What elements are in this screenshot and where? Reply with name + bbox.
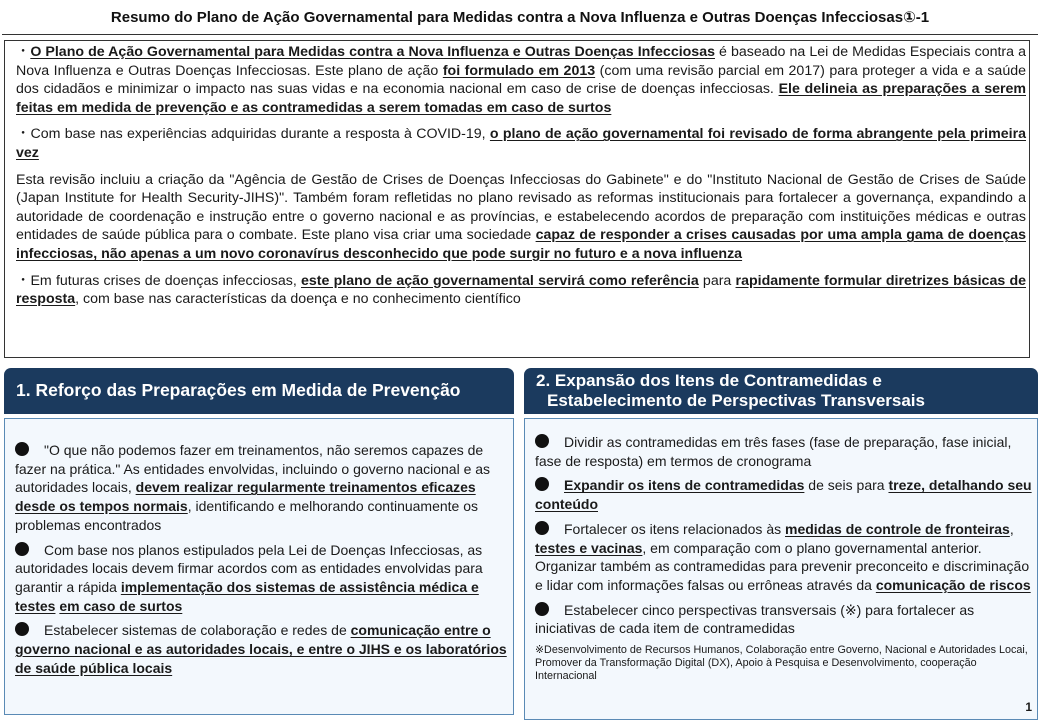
section-2-heading (524, 368, 1038, 414)
emphasis-text: treze, detalhando seu conteúdo (535, 477, 1032, 513)
section-1-panel (4, 418, 514, 715)
emphasis-text: implementação dos sistemas de assistência médica e testes (15, 578, 479, 614)
bullet-dot-icon (15, 622, 29, 636)
body-text: Dividir as contramedidas em três fases (fase de preparação, fase inicial, fase de resposta) em termos de cronograma (535, 434, 1012, 469)
body-text: de seis para (804, 477, 889, 494)
page-number: 1 (1025, 700, 1032, 714)
section-2-bullet-3 (535, 520, 1033, 595)
section-2-bullet-1 (535, 433, 1033, 470)
emphasis-text: comunicação de riscos (875, 576, 1031, 593)
bullet-dot-icon (535, 477, 549, 491)
section-1-bullet-3 (15, 621, 507, 677)
title-divider (2, 34, 1038, 35)
bullet-dot-icon (15, 442, 29, 456)
body-text: Fortalecer os itens relacionados às (564, 520, 785, 537)
emphasis-text: medidas de controle de fronteiras (785, 520, 1010, 537)
footnote: ※Desenvolvimento de Recursos Humanos, Colaboração entre Governo, Nacional e Autoridades Locai, Promover da Transformação Digital (DX), Apoio à Pesquisa e Desenvolvimento, cooperação Internacional (535, 644, 1028, 683)
section-2-bullet-4 (535, 601, 1033, 638)
body-text: Estabelecer sistemas de colaboração e redes de (44, 622, 351, 639)
section-1-bullet-1 (15, 441, 507, 535)
body-text: Com base nos planos estipulados pela Lei de Doenças Infecciosas, as autoridades locais devem firmar acordos com as entidades envolvidas para garantir a rápida (15, 541, 483, 595)
section-2-heading-line-2: Estabelecimento de Perspectivas Transversais (547, 390, 925, 410)
body-text: Estabelecer cinco perspectivas transversais (※) para fortalecer as iniciativas de cada item de contramedidas (535, 601, 975, 637)
emphasis-text: testes e vacinas (535, 539, 643, 556)
body-text: "O que não podemos fazer em treinamentos, não seremos capazes de fazer na prática." As entidades envolvidas, incluindo o governo nacional e as autoridades locais, (15, 442, 491, 496)
summary-box (4, 40, 1030, 358)
bullet-dot-icon (535, 521, 549, 535)
emphasis-text: devem realizar regularmente treinamentos eficazes desde os tempos normais (15, 479, 476, 515)
emphasis-text: este plano de ação governamental servirá como referência (300, 272, 699, 289)
bullet-dot-icon (535, 434, 549, 448)
page-title: Resumo do Plano de Ação Governamental para Medidas contra a Nova Influenza e Outras Doenças Infecciosas①-1 (110, 9, 930, 26)
emphasis-text: O Plano de Ação Governamental para Medidas contra a Nova Influenza e Outras Doenças Infecciosas (30, 44, 715, 60)
body-text: , identificando e melhorando continuamente os problemas encontrados (15, 498, 479, 533)
body-text: , com base nas características da doença e no conhecimento científico (75, 291, 521, 308)
summary-paragraph-3 (16, 171, 1026, 264)
emphasis-text: em caso de surtos (59, 597, 183, 614)
summary-paragraph-4 (16, 272, 1026, 309)
body-text: é baseado na Lei de Medidas Especiais contra a Nova Influenza e Outras Doenças Infecciosas. Este plano de ação (16, 44, 1026, 79)
section-2-heading-line-1: 2. Expansão dos Itens de Contramedidas e (536, 371, 882, 390)
section-1-bullet-2 (15, 541, 507, 616)
emphasis-text: rapidamente formular diretrizes básicas de resposta (16, 272, 1026, 308)
section-1-heading: 1. Reforço das Preparações em Medida de Prevenção (4, 368, 514, 414)
bullet-dot-icon (15, 542, 29, 556)
summary-paragraph-1 (16, 43, 1026, 117)
bullet-mark: ・ (16, 44, 31, 60)
emphasis-text: capaz de responder a crises causadas por uma ampla gama de doenças infecciosas, não apenas a um novo coronavírus desconhecido que pode surgir no futuro e a nova influenza (16, 227, 1026, 262)
body-text: Com base nas experiências adquiridas durante a resposta à COVID-19, (30, 126, 490, 143)
bullet-mark: ・ (16, 126, 31, 143)
body-text: Em futuras crises de doenças infecciosas, (30, 272, 301, 289)
emphasis-text: comunicação entre o governo nacional e as autoridades locais, e entre o JIHS e os laboratórios de saúde pública locais (15, 622, 507, 676)
body-text: , (1009, 520, 1014, 537)
body-text: (com uma revisão parcial em 2017) para proteger a vida e a saúde dos cidadãos e minimizar o impacto nas suas vidas e na economia nacional em caso de crise de doenças infecciosas. (16, 62, 1026, 98)
bullet-mark: ・ (16, 272, 31, 289)
section-2-bullet-2 (535, 476, 1033, 513)
emphasis-text: foi formulado em 2013 (442, 62, 596, 79)
body-text: Esta revisão incluiu a criação da "Agência de Gestão de Crises de Doenças Infecciosas do Gabinete" e do "Instituto Nacional de Gestão de Crises de Saúde (Japan Institute for Health Security-JIHS)". Também foram refletidas no plano revisado as reformas institucionais para fortalecer a governança, expandindo a autoridade de coordenação e instrução entre o governo nacional e as províncias, e estabelecendo acordos de preparação com instituições médicas e outras entidades de saúde pública para o combate. Este plano visa criar uma sociedade (16, 171, 1026, 244)
section-2-panel (524, 418, 1038, 720)
bullet-dot-icon (535, 602, 549, 616)
emphasis-text: o plano de ação governamental foi revisado de forma abrangente pela primeira vez (16, 126, 1026, 161)
body-text: para (698, 272, 736, 289)
summary-paragraph-2 (16, 125, 1026, 162)
emphasis-text: Expandir os itens de contramedidas (564, 477, 805, 494)
emphasis-text: Ele delineia as preparações a serem feitas em medida de prevenção e as contramedidas a serem tomadas em caso de surtos (16, 81, 1026, 116)
body-text: , em comparação com o plano governamental anterior. Organizar também as contramedidas para prevenir preconceito e discriminação e lidar com informações falsas ou errôneas através da (535, 539, 1030, 593)
